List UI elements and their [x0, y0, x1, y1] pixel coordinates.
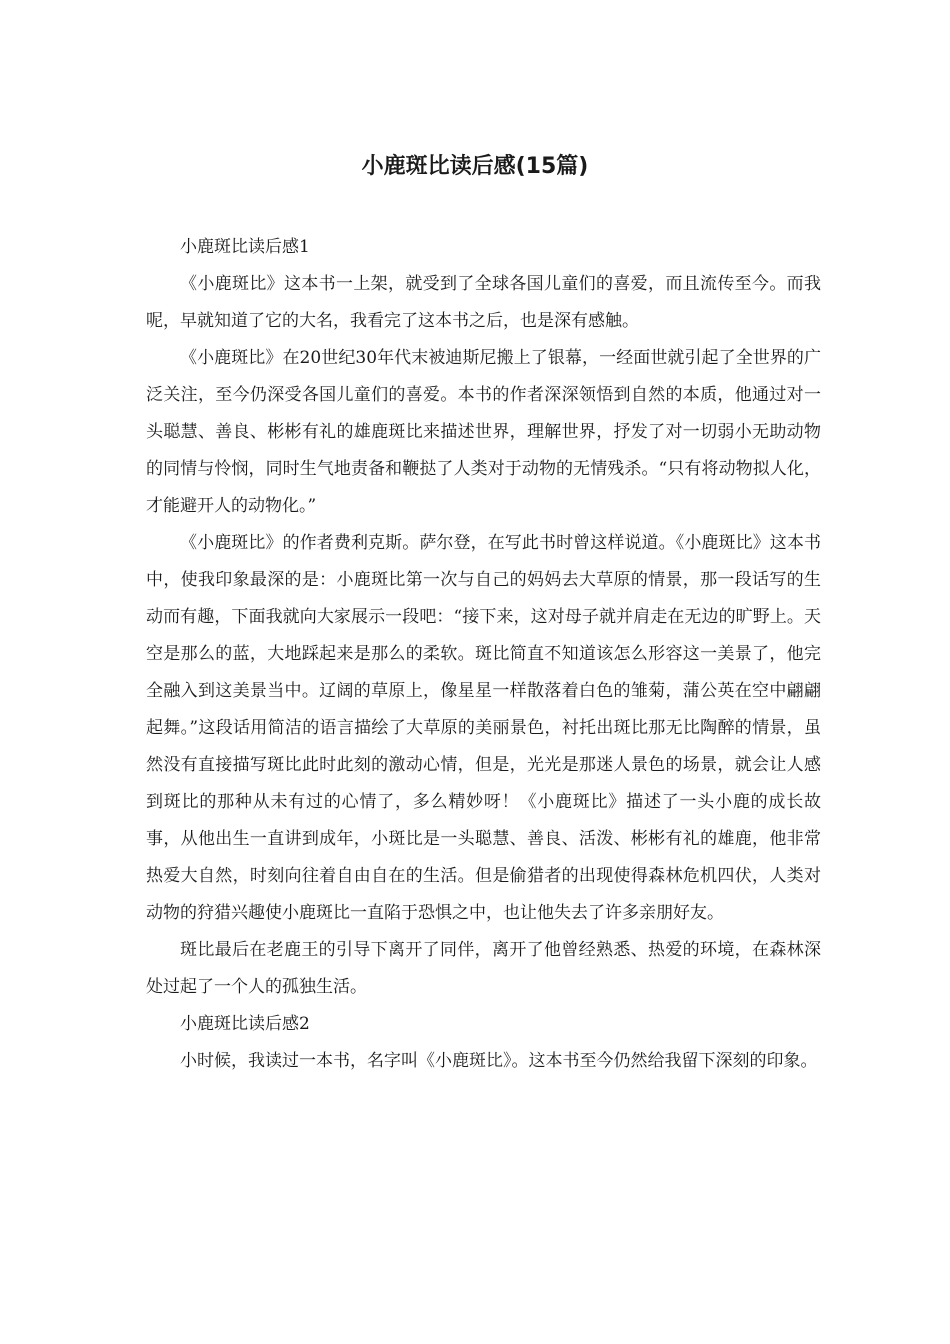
paragraph: 《小鹿斑比》在20世纪30年代末被迪斯尼搬上了银幕，一经面世就引起了全世界的广泛关注，至今仍深受各国儿童们的喜爱。本书的作者深深领悟到自然的本质，他通过对一头聪慧、善良、彬彬有礼的雄鹿斑比来描述世界，理解世界，抒发了对一切弱小无助动物的同情与怜悯，同时生气地责备和鞭挞了人类对于动物的无情残杀。“只有将动物拟人化，才能避开人的动物化。”	[146, 348, 821, 516]
document-title: 小鹿斑比读后感(15篇)	[361, 154, 589, 179]
paragraph: 斑比最后在老鹿王的引导下离开了同伴，离开了他曾经熟悉、热爱的环境，在森林深处过起了一个人的孤独生活。	[146, 940, 821, 997]
section-heading: 小鹿斑比读后感1	[180, 237, 310, 257]
paragraph: 《小鹿斑比》的作者费利克斯。萨尔登，在写此书时曾这样说道。《小鹿斑比》这本书中，使我印象最深的是：小鹿斑比第一次与自己的妈妈去大草原的情景，那一段话写的生动而有趣，下面我就向大家展示一段吧：“接下来，这对母子就并肩走在无边的旷野上。天空是那么的蓝，大地踩起来是那么的柔软。斑比简直不知道该怎么形容这一美景了，他完全融入到这美景当中。辽阔的草原上，像星星一样散落着白色的雏菊，蒲公英在空中翩翩起舞。”这段话用简洁的语言描绘了大草原的美丽景色，衬托出斑比那无比陶醉的情景，虽然没有直接描写斑比此时此刻的激动心情，但是，光光是那迷人景色的场景，就会让人感到斑比的那种从未有过的心情了，多么精妙呀！《小鹿斑比》描述了一头小鹿的成长故事，从他出生一直讲到成年，小斑比是一头聪慧、善良、活泼、彬彬有礼的雄鹿，他非常热爱大自然，时刻向往着自由自在的生活。但是偷猎者的出现使得森林危机四伏，人类对动物的狩猎兴趣使小鹿斑比一直陷于恐惧之中，也让他失去了许多亲朋好友。	[146, 533, 821, 923]
section-heading: 小鹿斑比读后感2	[180, 1014, 310, 1034]
paragraph: 小时候，我读过一本书，名字叫《小鹿斑比》。这本书至今仍然给我留下深刻的印象。	[180, 1051, 818, 1071]
document-body	[146, 229, 821, 1080]
paragraph: 《小鹿斑比》这本书一上架，就受到了全球各国儿童们的喜爱，而且流传至今。而我呢，早就知道了它的大名，我看完了这本书之后，也是深有感触。	[146, 274, 821, 331]
